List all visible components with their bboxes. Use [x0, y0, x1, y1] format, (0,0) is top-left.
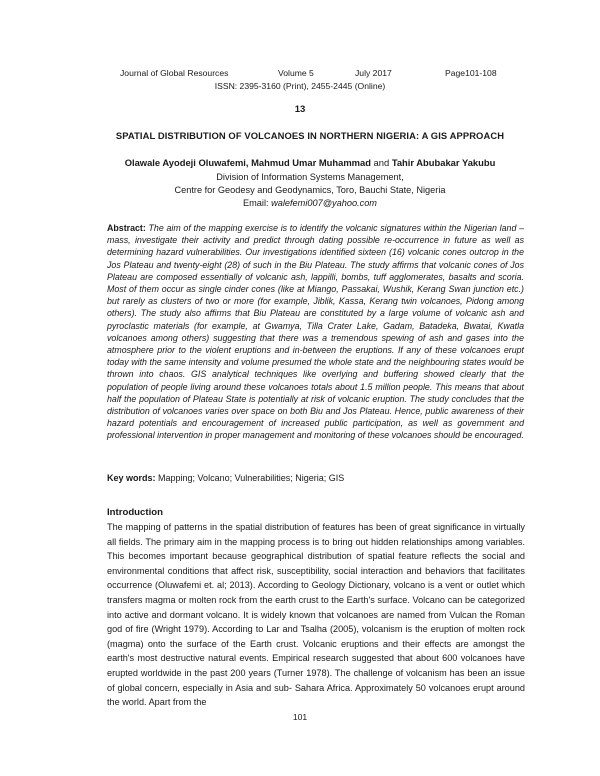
- running-header: [120, 68, 500, 81]
- author-list: [0, 157, 600, 168]
- affiliation-division: Division of Information Systems Management,: [216, 172, 404, 182]
- affiliation-email: [0, 198, 600, 208]
- affiliation-centre: Centre for Geodesy and Geodynamics, Toro, Bauchi State, Nigeria: [174, 185, 446, 195]
- author-2: Mahmud Umar Muhammad: [251, 157, 371, 168]
- introduction-heading: Introduction: [107, 507, 163, 518]
- email-label: Email:: [243, 198, 269, 208]
- keywords-text: Mapping; Volcano; Vulnerabilities; Nigeria; GIS: [158, 473, 345, 483]
- chapter-number: 13: [294, 104, 306, 115]
- issue-date: July 2017: [355, 68, 392, 78]
- keywords-label: Key words:: [107, 473, 156, 483]
- author-3: Tahir Abubakar Yakubu: [391, 157, 496, 168]
- page-range: Page101-108: [445, 68, 497, 78]
- abstract-text: The aim of the mapping exercise is to identify the volcanic signatures within the Nigerian land –mass, investigate their activity and predict through dating possible re-occurrence in future as well as determining hazard vulnerabilities. Our investigations identified sixteen (16) volcanic cones outcrop in the Jos Plateau and twenty-eight (28) of such in the Biu Plateau. The study affirms that volcanic cones of Jos Plateau are composed essentially of volcanic ash, lappilli, bombs, tuff agglomerates, basalts and scoria. Most of them occur as single cinder cones (like at Miango, Passakai, Wushik, Kerang Swan junction etc.) but rarely as clusters of two or more (for example, Jiblik, Kassa, Kerang twin volcanoes, Pidong among others). The study also affirms that Biu Plateau are constituted by a large volume of volcanic ash and pyroclastic materials (for example, at Gwamya, Tilla Crater Lake, Gadam, Batadeka, Bwatai, Kwatla volcanoes among others) suggesting that there was a tremendous spewing of ash and gases into the atmosphere prior to the violent eruptions and in-between the eruptions. If any of these volcanoes erupt today with the same intensity and volume presumed the whole state and the neighbouring states would be thrown into chaos. GIS analytical techniques like overlying and buffering showed clearly that the population of people living around these volcanoes totals about 1.5 million people. This means that about half the population of Plateau State is potentially at risk of volcanic eruption. The study concludes that the distribution of volcanoes varies over space on both Biu and Jos Plateau. Hence, public awareness of their hazard potentials and encouragement of increased public participation, as well as government and professional intervention in proper management and monitoring of these volcanoes should be encouraged.: [107, 223, 524, 441]
- paper-title: SPATIAL DISTRIBUTION OF VOLCANOES IN NORTHERN NIGERIA: A GIS APPROACH: [115, 130, 505, 141]
- page-number: 101: [292, 712, 308, 722]
- email-address[interactable]: walefemi007@yahoo.com: [271, 198, 377, 208]
- issn-line: ISSN: 2395-3160 (Print), 2455-2445 (Online): [214, 81, 386, 91]
- journal-name: Journal of Global Resources: [120, 68, 229, 78]
- keywords: [107, 473, 527, 483]
- author-conjunction: and: [373, 157, 390, 168]
- author-1: Olawale Ayodeji Oluwafemi,: [124, 157, 249, 168]
- volume: Volume 5: [278, 68, 314, 78]
- introduction-text: The mapping of patterns in the spatial distribution of features has been of great significance in virtually all fields. The primary aim in the mapping process is to bring out hidden relationships among variables. This becomes important because geographical distribution of spatial feature reflects the social and environmental conditions that affect risk, susceptibility, social interaction and behaviors that facilitates occurrence (Oluwafemi et. al; 2013). According to Geology Dictionary, volcano is a vent or outlet which transfers magma or molten rock from the earth crust to the Earth's surface. Volcano can be categorized into active and dormant volcano. It is widely known that volcanoes are named from Vulcan the Roman god of fire (Wright 1979). According to Lar and Tsalha (2005), volcanism is the eruption of molten rock (magma) onto the surface of the Earth crust. Volcanic eruptions and their effects are amongst the earth's most destructive natural events. Empirical research suggested that about 600 volcanoes have erupted worldwide in the past 200 years (Turner 1978). The challenge of volcanism has been an issue of global concern, especially in Asia and sub- Sahara Africa. Approximately 50 volcanoes erupt around the world. Apart from the: [107, 522, 525, 708]
- abstract: [107, 222, 524, 442]
- abstract-label: Abstract:: [107, 223, 146, 233]
